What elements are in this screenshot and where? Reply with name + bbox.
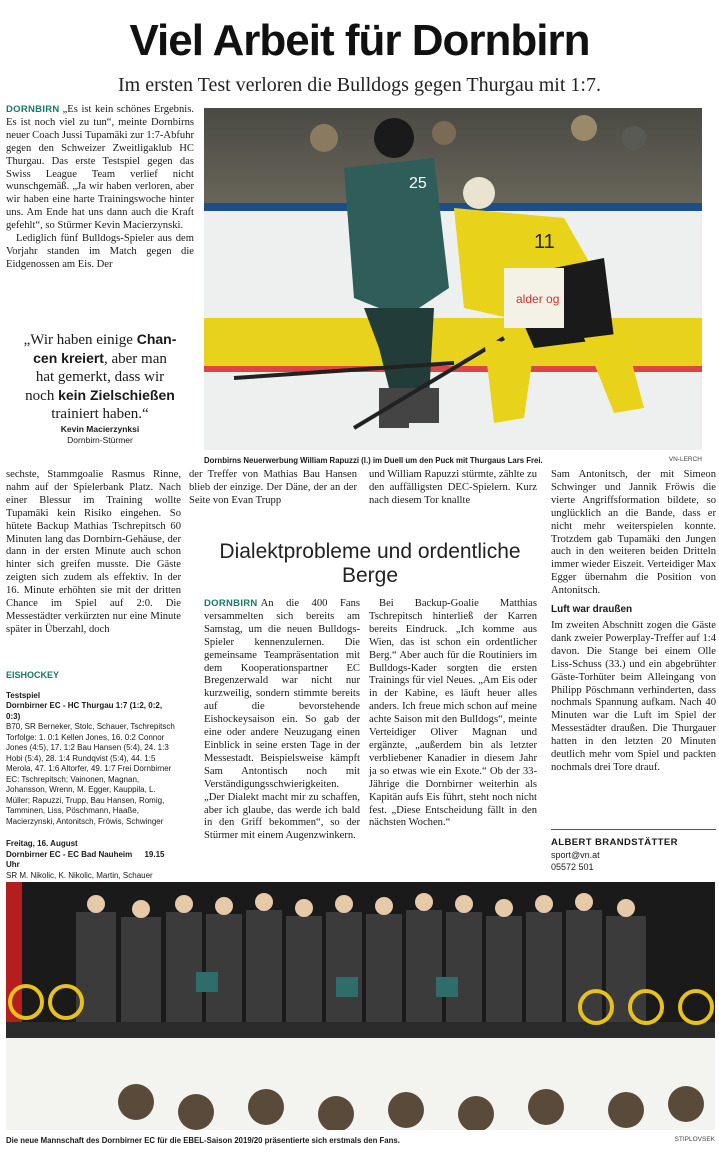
team-illustration bbox=[6, 882, 715, 1130]
photo-caption bbox=[204, 456, 702, 465]
results-match: Dornbirner EC - HC Thurgau bbox=[6, 701, 114, 710]
hockey-action-illustration bbox=[204, 108, 702, 450]
body-column-a bbox=[6, 469, 181, 637]
body-paragraph: und William Rapuzzi stürmte, zählte zu den auffälligsten DEC-Spielern. Kurz nach diesem Tor knallte bbox=[369, 469, 537, 506]
intro-column bbox=[6, 104, 194, 272]
section2-title: Dialektprobleme und ordentliche Berge bbox=[219, 540, 521, 587]
author-box bbox=[551, 836, 716, 873]
quote-text: „Wir haben einige bbox=[23, 332, 137, 348]
quote-text: noch bbox=[25, 388, 59, 404]
body-column-b bbox=[189, 469, 357, 508]
results-box bbox=[6, 670, 178, 881]
next-match: Dornbirner EC - EC Bad Nauheim bbox=[6, 849, 133, 859]
rink-ad-text: alder og bbox=[516, 292, 560, 306]
team-photo-caption bbox=[6, 1136, 715, 1145]
author-name: ALBERT BRANDSTÄTTER bbox=[551, 837, 678, 848]
quote-author: Kevin Macierzynksi bbox=[60, 424, 140, 434]
body-column-d bbox=[551, 469, 716, 775]
author-phone: 05572 501 bbox=[551, 862, 594, 872]
results-score: 1:7 (1:2, 0:2, 0:3) bbox=[6, 701, 163, 721]
next-match-date: Freitag, 16. August bbox=[6, 839, 78, 848]
next-match-referees: SR M. Nikolic, K. Nikolic, Martin, Schauer bbox=[6, 870, 153, 880]
headline: Viel Arbeit für Dornbirn bbox=[129, 16, 590, 65]
author-email[interactable]: sport@vn.at bbox=[551, 850, 600, 860]
team-photo-credit: STIPLOVSEK bbox=[674, 1136, 715, 1143]
photo-credit: VN-LERCH bbox=[668, 456, 702, 463]
results-heading: EISHOCKEY bbox=[6, 670, 60, 680]
body-paragraph: der Treffer von Mathias Bau Hansen blieb der einzige. Der Däne, der an der Seite von Evan Trupp bbox=[189, 469, 357, 506]
team-photo-caption-text: Die neue Mannschaft des Dornbirner EC für die EBEL-Saison 2019/20 präsentierte sich erstmals den Fans. bbox=[6, 1136, 400, 1145]
body-paragraph: Im zweiten Abschnitt zogen die Gäste dank zweier Powerplay-Treffer auf 1:4 davon. Die Stange bei einem Olle Liss-Schuss (33.) und ein abgebrühter Gäste-Torhüter beim Alleingang von Philipp Pöschmann verhinderten, dass nochmals Spannung aufkam. Nach 40 Minuten war die Luft im Spiel der Messestädter draußen. Die Thurgauer hatten in den letzten 20 Minuten deutlich mehr vom Spiel und packten nochmals drei Tore drauf. bbox=[551, 619, 716, 773]
quote-bold: kein Zielschießen bbox=[58, 387, 175, 403]
results-details: B70, SR Berneker, Stolc, Schauer, Tschrepitsch Torfolge: 1. 0:1 Kellen Jones, 16. 0:2 Connor Jones (4:5), 17. 1:2 Bau Hansen (5:4), 24. 1:3 Hobi (5:4), 28. 1:4 Rundqvist (5:4), 44. 1:5 Merola, 47. 1:6 Altorfer, 49. 1:7 Frei Dornbirner EC: Tschrepitsch; Vainonen, Magnan, Johansson, Wrenn, M. Egger, Kauppila, L. Müller; Rapuzzi, Trupp, Bau Hansen, Romig, Tamminen, Liss, Pöschmann, Haaße, Macierzynski, Antonitsch, Fröwis, Schwinger bbox=[6, 722, 175, 826]
section2-text-2: Bei Backup-Goalie Matthias Tschrepitsch hinterließ der Karren bereits Eindruck. „Ich komme aus Wien, das ist schon ein ordentlicher Berg.“ Aber auch für die Routiniers im Bulldogs-Kader sorgten die ersten Trainings für viel Neues. „Am Eis oder in der Kabine, es läuft heuer alles anders. Ich freue mich schon auf meine achte Saison mit den Bulldogs“, meinte Verteidiger Oliver Magnan und ergänzte, „außerdem bin als letzter verbliebener Kanadier in diesem Jahr ja so etwas wie ein Exote.“ Ob der 33-Jährige die Dornbirner weiterhin als Kapitän aufs Eis führt, steht noch nicht fest. „Diese Entscheidung fällt in den nächsten Wochen.“ bbox=[369, 598, 537, 829]
quote-attribution bbox=[6, 424, 194, 446]
section2-column-1 bbox=[204, 598, 360, 843]
body-column-c bbox=[369, 469, 537, 508]
section-subhead: Luft war draußen bbox=[551, 604, 633, 616]
author-divider bbox=[551, 829, 716, 830]
photo-caption-text: Dornbirns Neuerwerbung William Rapuzzi (l.) im Duell um den Puck mit Thurgaus Lars Frei. bbox=[204, 456, 543, 465]
intro-paragraph-1 bbox=[6, 104, 194, 233]
jersey-number-left: 25 bbox=[409, 175, 427, 192]
body-paragraph: Sam Antonitsch, der mit Simeon Schwinger und Jannik Fröwis die vierte Angriffsformation bildete, so unglücklich an die Bande, dass er nicht mehr weiterspielen konnte. Trotzdem gab Tupamäki den Jungen auch in den weiteren beiden Dritteln immer wieder Eiszeit. Verteidiger Max Egger übernahm die Position von Antonitsch. bbox=[551, 469, 716, 597]
quote-text: hat gemerkt, dass wir bbox=[35, 369, 165, 385]
intro-text-1: „Es ist kein schönes Ergebnis. Es ist noch viel zu tun“, meinte Dornbirns neuer Coach Jussi Tupamäki zur 1:7-Abfuhr gegen den Schweizer Zweitligaklub HC Thurgau. Das erste Testspiel gegen das Swiss League Team verlief nicht wunschgemäß. „Ja wir haben verloren, aber wir haben eine harte Trainingswoche hinter uns. Am Ende hat uns dann auch die Kraft gefehlt“, so Stürmer Kevin Macierzynski. bbox=[6, 104, 195, 232]
quote-text: trainiert haben.“ bbox=[51, 406, 149, 422]
quote-bold: cen kreiert bbox=[33, 350, 104, 366]
results-label: Testspiel bbox=[6, 690, 41, 700]
dateline: DORNBIRN bbox=[204, 598, 258, 609]
section2-column-2 bbox=[369, 598, 537, 830]
subheadline: Im ersten Test verloren die Bulldogs gegen Thurgau mit 1:7. bbox=[118, 74, 601, 96]
jersey-number-right: 11 bbox=[534, 231, 555, 253]
pull-quote bbox=[6, 330, 194, 423]
team-photo bbox=[6, 882, 715, 1130]
hockey-action-photo bbox=[204, 108, 702, 450]
quote-bold: Chan- bbox=[136, 331, 177, 347]
dateline: DORNBIRN bbox=[6, 104, 60, 115]
quote-author-role: Dornbirn-Stürmer bbox=[67, 435, 133, 445]
section2-text-1: An die 400 Fans versammelten sich bereits am Samstag, um die neuen Bulldogs-Spieler kennenzulernen. Die gemeinsame Teampräsentation mit dem Kooperationspartner EC Bregenzerwald war nicht nur kurzweilig, sondern stimmte bereits auf die bevorstehende Eishockeysaison ein. So gab der eine oder andere Neuzugang einen Einblick in seine ersten Tage in der Messestadt. Beispielsweise kämpft Sam Antontisch noch mit Verständigungsschwierigkeiten. „Der Dialekt macht mir zu schaffen, aber ich glaube, das werde ich bald in den Griff bekommen“, so der Stürmer mit einem Augenzwinkern. bbox=[204, 598, 360, 842]
quote-text: , aber man bbox=[103, 351, 167, 367]
next-match-time: 19.15 Uhr bbox=[6, 849, 165, 869]
body-paragraph: sechste, Stammgoalie Rasmus Rinne, nahm auf der Spielerbank Platz. Nach einer Blessur im Training wollte Tupamäki kein Risiko eingehen. So hütete Backup Mathias Tschrepitsch 60 Minuten lang das Dornbirn-Gehäuse, der dann in der ersten Minute auch schon hinter sich greifen musste. Die Gäste zeigten sich zudem als effektiv. In der 16. Minute erhöhten sie mit der dritten Chance im Spiel auf 2:0. Die Messestädter verkürzten nur eine Minute später in Überzahl, doch bbox=[6, 469, 181, 635]
intro-paragraph-2: Lediglich fünf Bulldogs-Spieler aus dem Vorjahr standen im Match gegen die Eidgenossen am Eis. Der bbox=[6, 233, 194, 270]
